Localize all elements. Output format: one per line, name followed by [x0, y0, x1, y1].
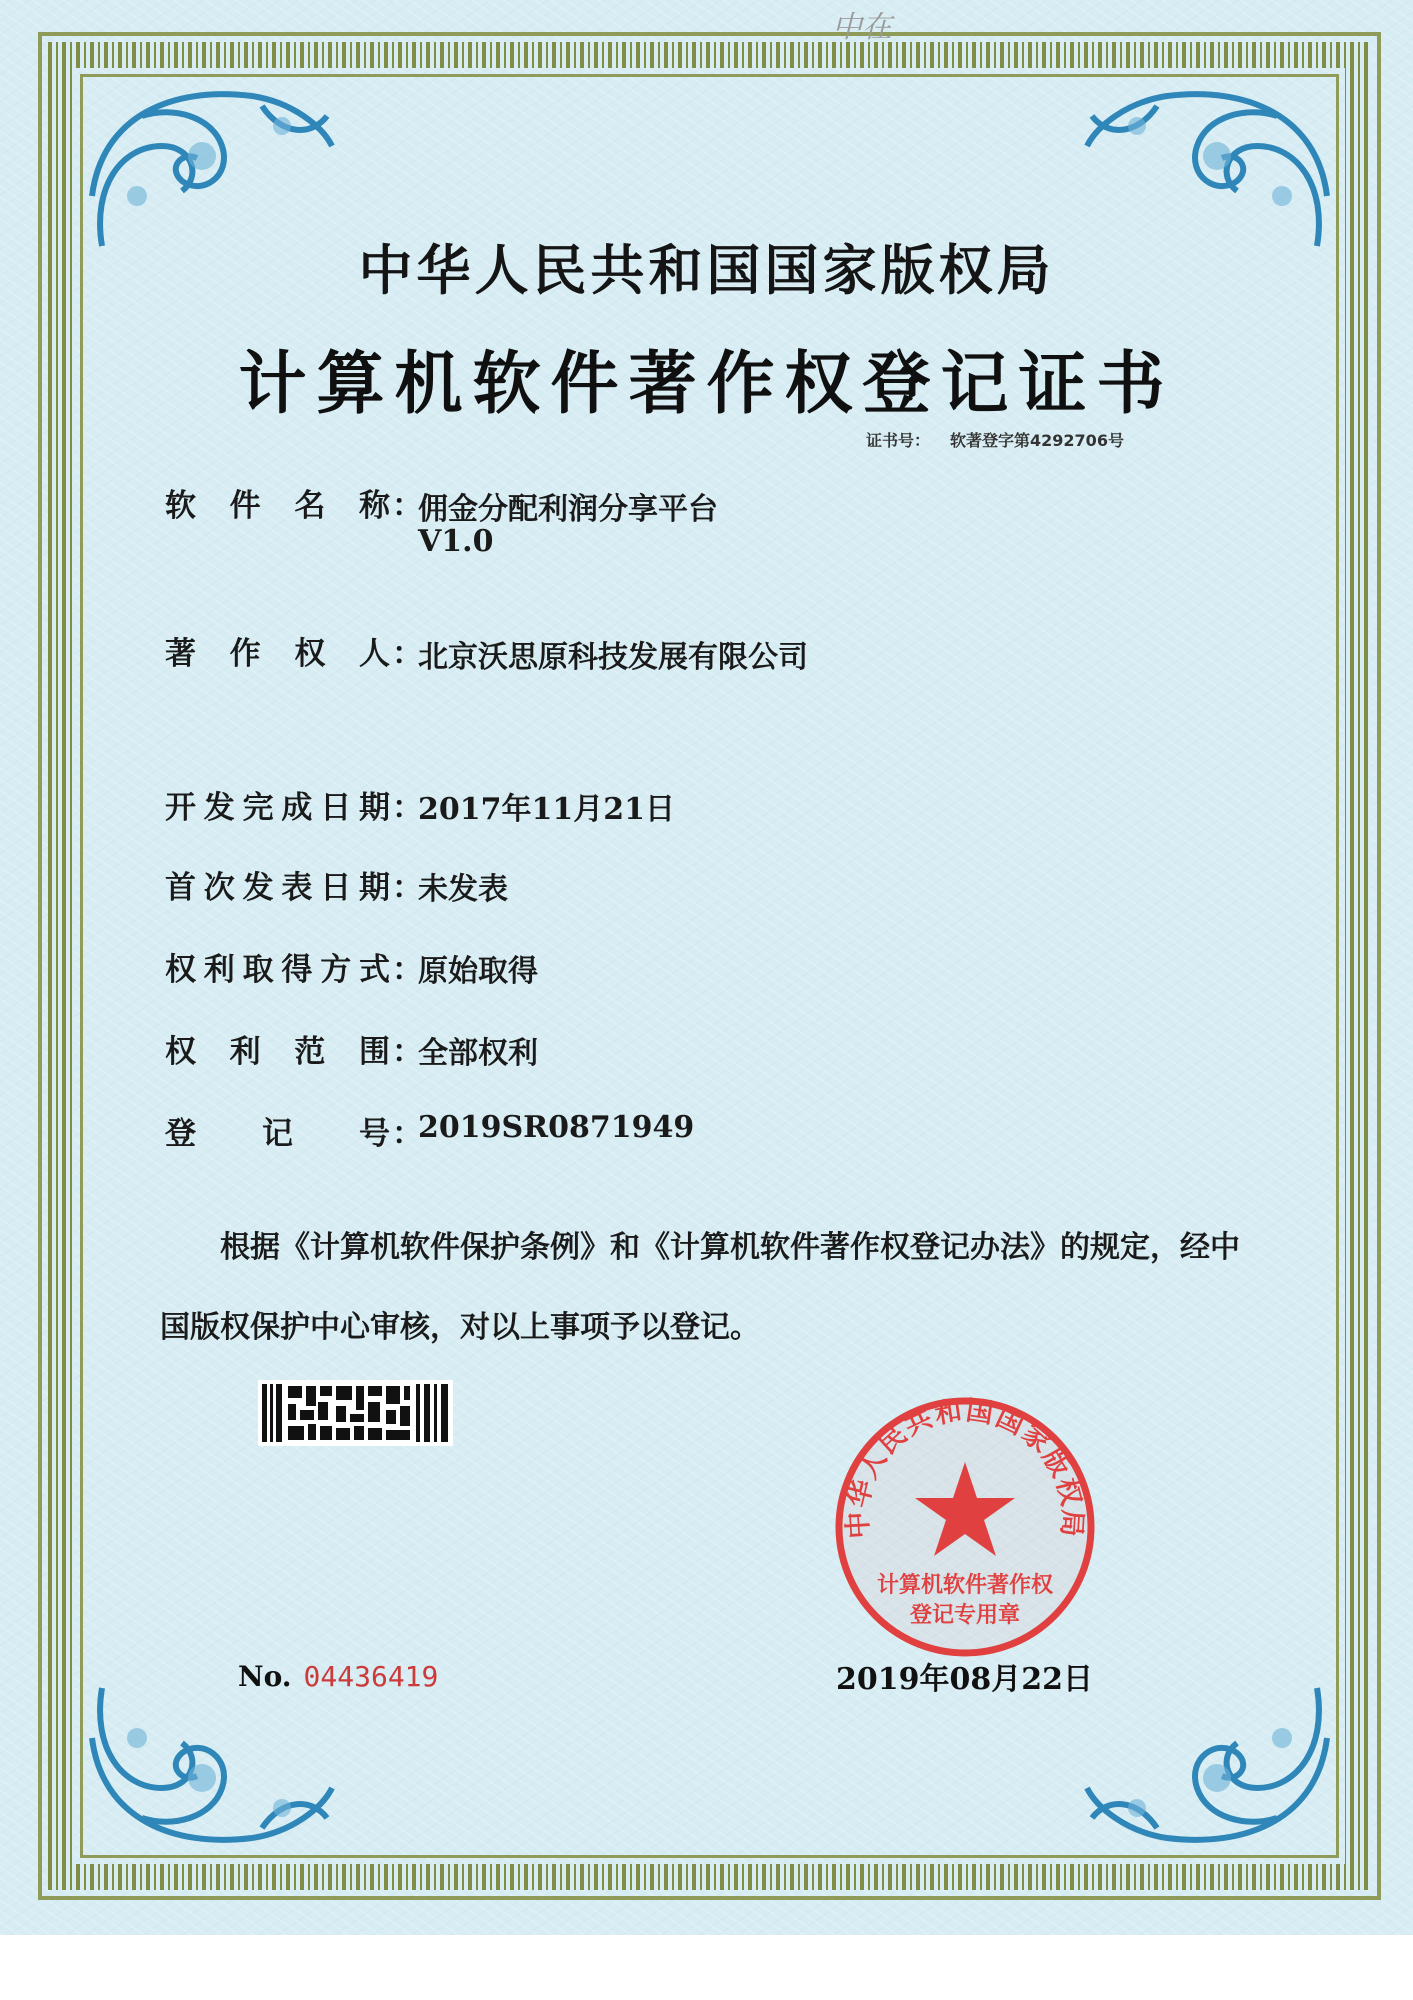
seal-inner-line2: 登记专用章: [909, 1603, 1021, 1628]
seal-inner-line1: 计算机软件著作权: [876, 1573, 1054, 1598]
field-colon: ：: [392, 952, 423, 988]
field-label-first-publication: 首次发表日期: [165, 870, 390, 906]
field-label-registration-number: 登记号: [165, 1116, 390, 1152]
certificate-number-value: 软著登字第4292706号: [950, 431, 1124, 450]
field-label-completion-date: 开发完成日期: [165, 790, 390, 826]
field-value-registration-number: 2019SR0871949: [418, 1110, 695, 1145]
field-colon: ：: [392, 636, 423, 672]
field-colon: ：: [392, 870, 423, 906]
field-colon: ：: [392, 1034, 423, 1070]
field-value-software-name: 佣金分配利润分享平台: [418, 492, 718, 527]
field-label-copyright-owner: 著作权人: [165, 636, 390, 672]
field-value-copyright-owner: 北京沃思原科技发展有限公司: [418, 640, 808, 675]
certificate-number-label: 证书号：: [866, 431, 931, 450]
barcode: [258, 1380, 453, 1446]
issuing-authority: 中华人民共和国国家版权局: [358, 239, 1055, 302]
official-seal: [830, 1392, 1100, 1662]
serial-number: [238, 1660, 438, 1693]
field-value-version: V1.0: [418, 524, 494, 559]
field-value-acquisition-method: 原始取得: [418, 954, 538, 989]
serial-prefix: No.: [238, 1660, 292, 1693]
field-value-completion-date: 2017年11月21日: [418, 792, 675, 827]
issue-date: 2019年08月22日: [836, 1662, 1093, 1697]
field-label-software-name: 软件名称: [165, 488, 390, 524]
scan-margin: [0, 1935, 1413, 2000]
registration-statement: 根据《计算机软件保护条例》和《计算机软件著作权登记办法》的规定，经中国版权保护中心审核，对以上事项予以登记。: [160, 1230, 1240, 1345]
corner-ornament-bottom-right: [1077, 1598, 1337, 1858]
corner-ornament-bottom-left: [82, 1598, 342, 1858]
serial-number-value: 04436419: [303, 1660, 439, 1693]
handwritten-note: 中在: [832, 10, 892, 45]
field-value-first-publication: 未发表: [418, 872, 508, 907]
field-colon: ：: [392, 488, 423, 524]
field-colon: ：: [392, 790, 423, 826]
field-colon: ：: [392, 1116, 423, 1152]
field-value-rights-scope: 全部权利: [418, 1036, 538, 1071]
seal-ring-text: 中华人民共和国国家版权局: [842, 1395, 1088, 1540]
field-label-acquisition-method: 权利取得方式: [165, 952, 390, 988]
field-label-rights-scope: 权利范围: [165, 1034, 390, 1070]
certificate-title: 计算机软件著作权登记证书: [238, 344, 1175, 424]
certificate-number: [866, 428, 1124, 451]
